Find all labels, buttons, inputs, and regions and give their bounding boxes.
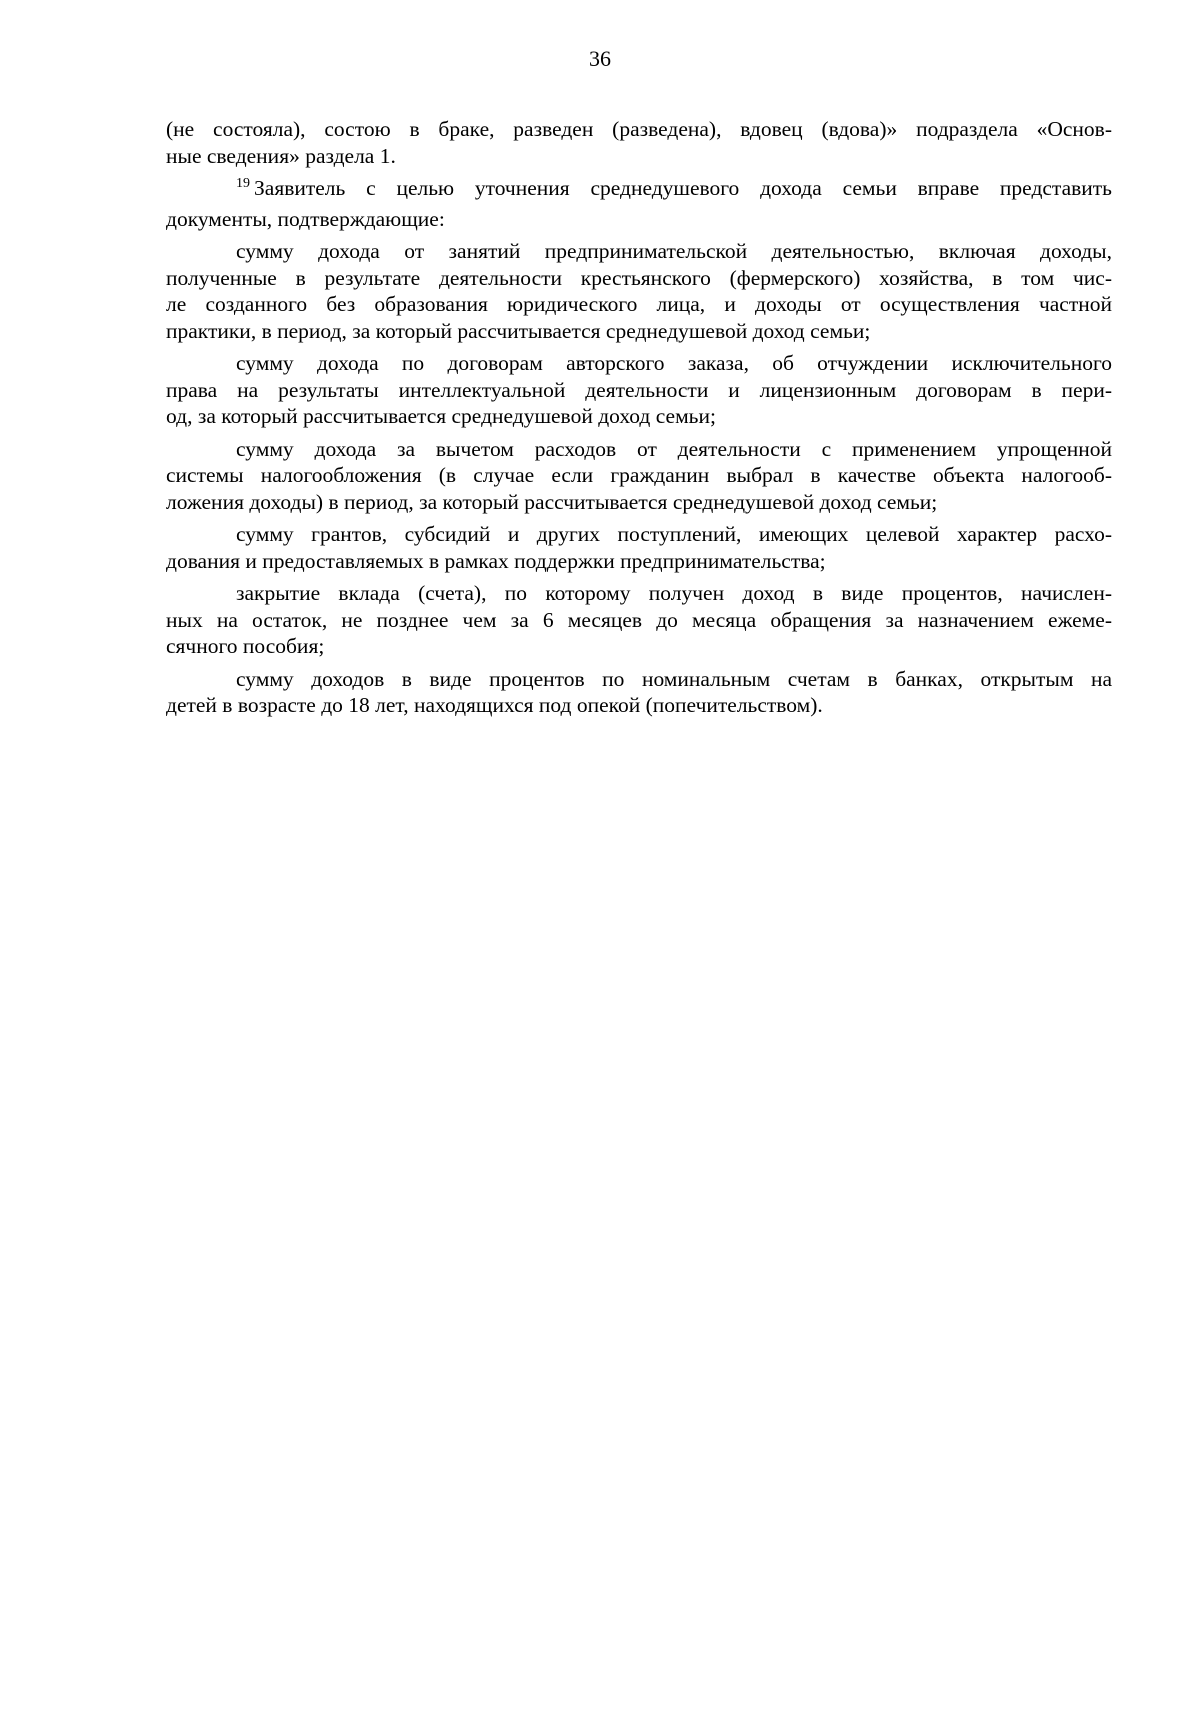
footnote-marker: 19 <box>236 176 250 191</box>
text-line: дования и предоставляемых в рамках поддержки предпринимательства; <box>166 548 826 573</box>
text-line: ле созданного без образования юридического лица, и доходы от осуществления частной <box>166 292 1112 316</box>
text-line: полученные в результате деятельности крестьянского (фермерского) хозяйства, в том чис- <box>166 265 1112 290</box>
text-line: права на результаты интеллектуальной деятельности и лицензионным договорам в пери- <box>166 377 1112 402</box>
text-line: од, за который рассчитывается среднедушевой доход семьи; <box>166 404 716 428</box>
list-paragraph <box>166 521 1112 574</box>
text-line: сумму дохода от занятий предпринимательской деятельностью, включая доходы, <box>236 239 1112 263</box>
list-paragraph <box>166 350 1112 430</box>
text-line: ложения доходы) в период, за который рассчитывается среднедушевой доход семьи; <box>166 489 938 514</box>
text-line: сумму доходов в виде процентов по номинальным счетам в банках, открытым на <box>236 666 1112 691</box>
footnote-paragraph <box>166 175 1112 232</box>
text-line-with-footnote <box>166 175 1112 206</box>
footnote-text: Заявитель с целью уточнения среднедушевого дохода семьи вправе представить <box>254 176 1112 200</box>
text-line: сячного пособия; <box>166 634 325 658</box>
text-line: ные сведения» раздела 1. <box>166 143 396 168</box>
text-line: документы, подтверждающие: <box>166 206 445 231</box>
text-line: закрытие вклада (счета), по которому получен доход в виде процентов, начислен- <box>236 581 1112 605</box>
text-line: системы налогообложения (в случае если гражданин выбрал в качестве объекта налогооб- <box>166 463 1112 487</box>
text-line: сумму дохода за вычетом расходов от деятельности с применением упрощенной <box>236 436 1112 461</box>
text-line: сумму грантов, субсидий и других поступлений, имеющих целевой характер расхо- <box>236 522 1112 546</box>
list-paragraph <box>166 666 1112 719</box>
text-line: (не состояла), состою в браке, разведен (разведена), вдовец (вдова)» подраздела «Основ- <box>166 117 1112 141</box>
text-line: практики, в период, за который рассчитывается среднедушевой доход семьи; <box>166 318 871 343</box>
list-paragraph <box>166 238 1112 344</box>
text-line: сумму дохода по договорам авторского заказа, об отчуждении исключительного <box>236 351 1112 375</box>
list-paragraph <box>166 580 1112 660</box>
list-paragraph <box>166 436 1112 516</box>
text-line: детей в возрасте до 18 лет, находящихся под опекой (попечительством). <box>166 693 823 717</box>
text-line: ных на остаток, не позднее чем за 6 месяцев до месяца обращения за назначением ежеме- <box>166 607 1112 632</box>
page-number: 36 <box>589 46 611 71</box>
paragraph-continuation <box>166 116 1112 169</box>
document-body <box>166 116 1112 725</box>
